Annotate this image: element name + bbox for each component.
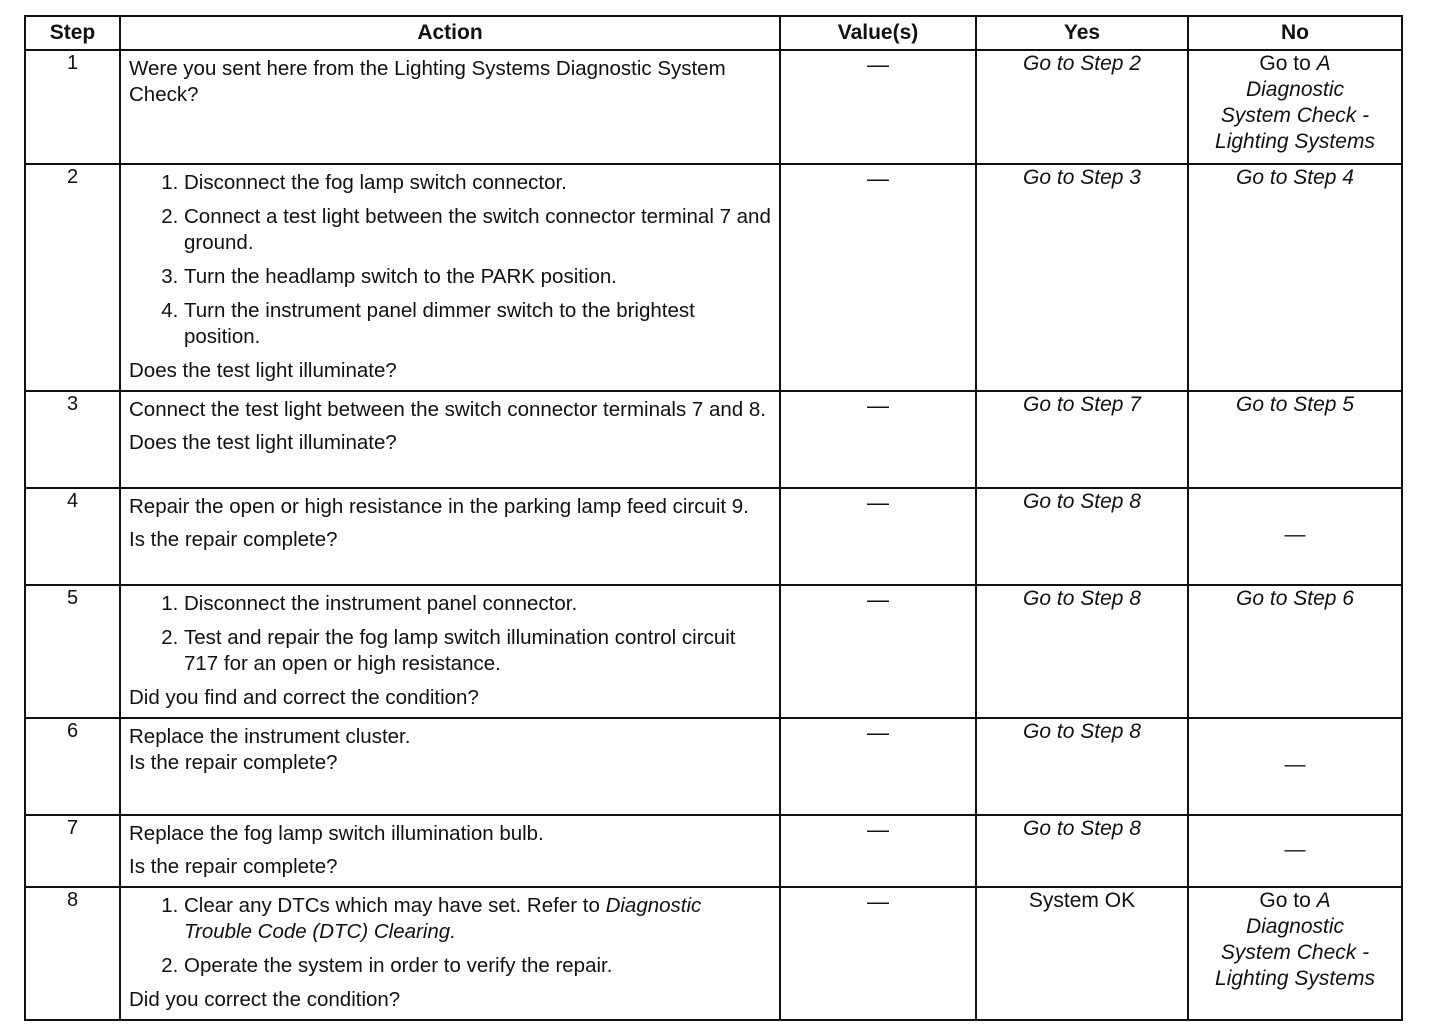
- action-step: 2. Connect a test light between the switch connector terminal 7 and ground.: [184, 204, 771, 256]
- action-text: Repair the open or high resistance in the parking lamp feed circuit 9.: [129, 495, 749, 518]
- no-result-text: Go to: [1259, 52, 1317, 75]
- step-number: 8: [25, 887, 120, 1020]
- no-result-text: Lighting Systems: [1215, 130, 1375, 153]
- action-question: Is the repair complete?: [129, 528, 338, 551]
- action-step: 4. Turn the instrument panel dimmer switch to the brightest position.: [184, 298, 771, 350]
- step-number: 5: [25, 585, 120, 718]
- action-steps: [129, 591, 771, 677]
- yes-result: Go to Step 8: [976, 815, 1188, 887]
- action-cell: [120, 887, 780, 1020]
- value-cell: —: [780, 887, 976, 1020]
- action-cell: [120, 815, 780, 887]
- value-cell: —: [780, 488, 976, 585]
- action-step: 1. Disconnect the instrument panel connector.: [184, 591, 771, 617]
- value-cell: —: [780, 718, 976, 815]
- yes-result: Go to Step 8: [976, 488, 1188, 585]
- action-cell: [120, 718, 780, 815]
- value-cell: —: [780, 164, 976, 391]
- action-cell: [120, 585, 780, 718]
- table-row: [25, 718, 1402, 815]
- table-row: [25, 488, 1402, 585]
- no-result-text: Lighting Systems: [1215, 967, 1375, 990]
- value-cell: —: [780, 391, 976, 488]
- action-step: 2. Operate the system in order to verify the repair.: [184, 953, 771, 979]
- action-step: 2. Test and repair the fog lamp switch illumination control circuit 717 for an open or high resistance.: [184, 625, 771, 677]
- no-result-text: Go to: [1259, 889, 1317, 912]
- step-number: 7: [25, 815, 120, 887]
- no-result: Go to Step 4: [1188, 164, 1402, 391]
- no-result: —: [1188, 815, 1402, 887]
- action-cell: [120, 50, 780, 164]
- reference-link: Diagnostic Trouble Code (DTC) Clearing.: [184, 894, 702, 943]
- no-result-text: Diagnostic: [1245, 78, 1345, 101]
- table-row: [25, 815, 1402, 887]
- action-cell: [120, 164, 780, 391]
- no-result: —: [1188, 718, 1402, 815]
- action-text: Were you sent here from the Lighting Systems Diagnostic System Check?: [129, 57, 726, 106]
- step-number: 1: [25, 50, 120, 164]
- diagnostic-table: [24, 15, 1403, 1021]
- header-action: Action: [120, 16, 780, 50]
- no-result: [1188, 50, 1402, 164]
- table-row: [25, 164, 1402, 391]
- header-yes: Yes: [976, 16, 1188, 50]
- yes-result: Go to Step 7: [976, 391, 1188, 488]
- no-result: [1188, 887, 1402, 1020]
- no-result-text: A: [1316, 889, 1331, 912]
- no-result-text: A: [1316, 52, 1331, 75]
- action-steps: [129, 893, 771, 979]
- value-cell: —: [780, 50, 976, 164]
- no-result: —: [1188, 488, 1402, 585]
- table-row: [25, 585, 1402, 718]
- no-result-text: System Check -: [1220, 941, 1370, 964]
- table-row: [25, 887, 1402, 1020]
- step-number: 2: [25, 164, 120, 391]
- action-question: Does the test light illuminate?: [129, 431, 397, 454]
- action-question: Did you correct the condition?: [129, 988, 401, 1011]
- action-question: Is the repair complete?: [129, 855, 338, 878]
- action-text: Connect the test light between the switch connector terminals 7 and 8.: [129, 398, 767, 421]
- action-cell: [120, 391, 780, 488]
- action-step: 3. Turn the headlamp switch to the PARK position.: [184, 264, 771, 290]
- action-question: Did you find and correct the condition?: [129, 686, 479, 709]
- step-number: 6: [25, 718, 120, 815]
- action-step: [184, 893, 771, 945]
- yes-result: System OK: [976, 887, 1188, 1020]
- action-question: Does the test light illuminate?: [129, 359, 397, 382]
- action-step: 1. Disconnect the fog lamp switch connector.: [184, 170, 771, 196]
- table-row: [25, 50, 1402, 164]
- action-text: Replace the instrument cluster.: [129, 725, 411, 748]
- step-number: 3: [25, 391, 120, 488]
- yes-result: Go to Step 8: [976, 718, 1188, 815]
- step-number: 4: [25, 488, 120, 585]
- value-cell: —: [780, 585, 976, 718]
- header-row: [25, 16, 1402, 50]
- action-step-text: Clear any DTCs which may have set. Refer to: [184, 894, 600, 917]
- header-no: No: [1188, 16, 1402, 50]
- action-question: Is the repair complete?: [129, 751, 338, 774]
- no-result: Go to Step 5: [1188, 391, 1402, 488]
- yes-result: Go to Step 2: [976, 50, 1188, 164]
- value-cell: —: [780, 815, 976, 887]
- no-result: Go to Step 6: [1188, 585, 1402, 718]
- table-row: [25, 391, 1402, 488]
- yes-result: Go to Step 8: [976, 585, 1188, 718]
- action-text: Replace the fog lamp switch illumination bulb.: [129, 822, 544, 845]
- yes-result: Go to Step 3: [976, 164, 1188, 391]
- header-values: Value(s): [780, 16, 976, 50]
- header-step: Step: [25, 16, 120, 50]
- action-steps: [129, 170, 771, 350]
- no-result-text: Diagnostic: [1245, 915, 1345, 938]
- action-cell: [120, 488, 780, 585]
- no-result-text: System Check -: [1220, 104, 1370, 127]
